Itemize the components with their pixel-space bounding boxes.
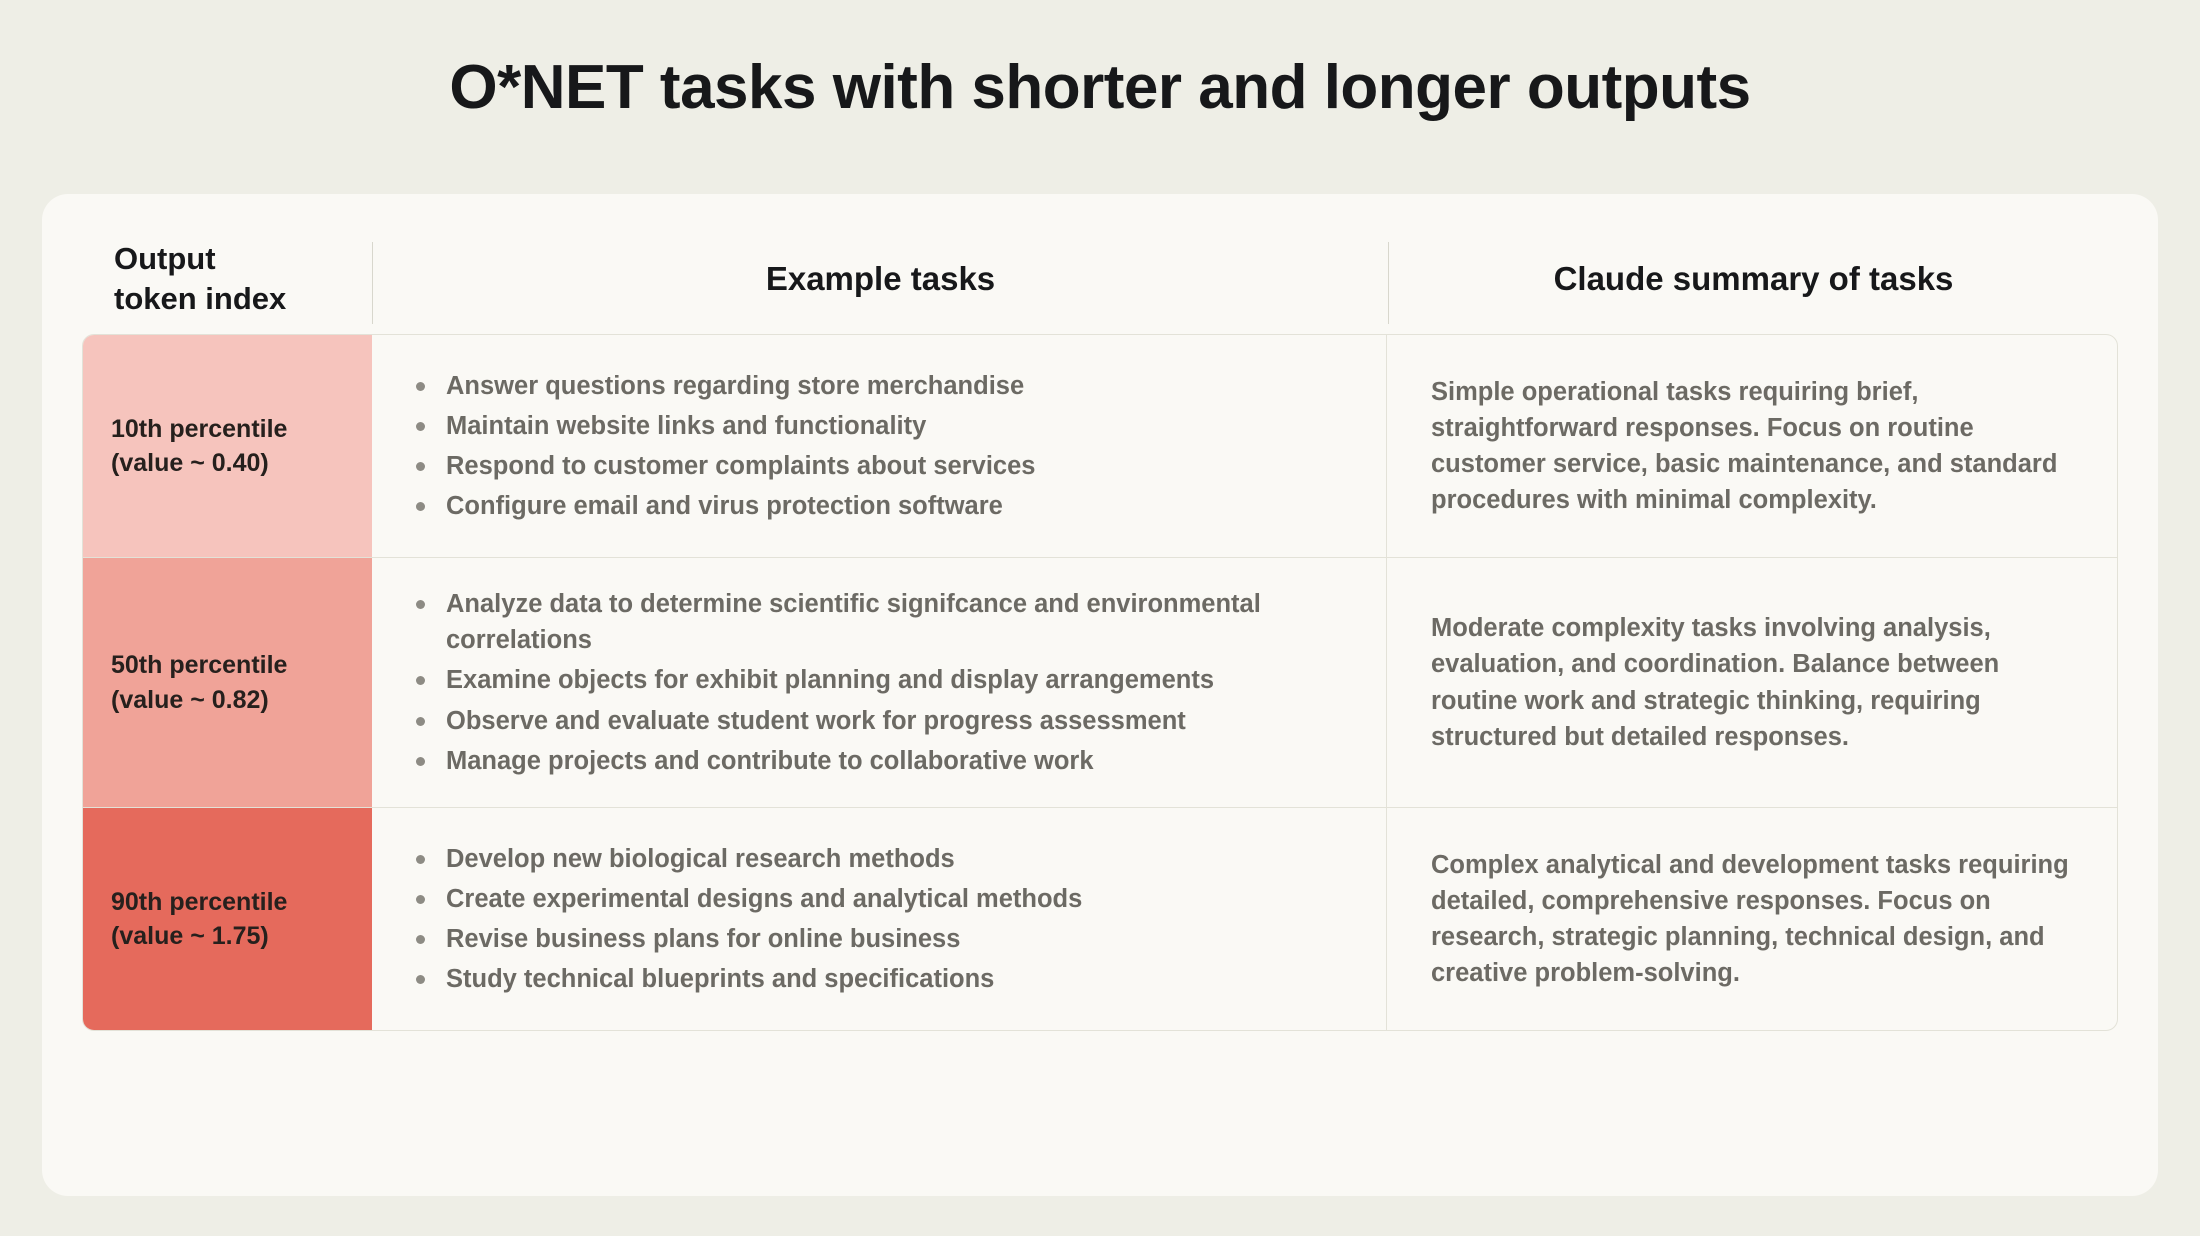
cell-percentile bbox=[83, 558, 372, 807]
column-header-output-token-index bbox=[82, 239, 372, 318]
list-item: Examine objects for exhibit planning and display arrangements bbox=[410, 662, 1352, 698]
list-item: Answer questions regarding store merchandise bbox=[410, 368, 1352, 404]
cell-percentile bbox=[83, 808, 372, 1030]
list-item: Manage projects and contribute to collaborative work bbox=[410, 743, 1352, 779]
percentile-label: 50th percentile bbox=[111, 651, 288, 679]
table-row bbox=[83, 558, 2117, 808]
percentile-value: (value ~ 0.82) bbox=[111, 685, 269, 714]
percentile-label: 10th percentile bbox=[111, 414, 288, 443]
percentile-value: (value ~ 1.75) bbox=[111, 922, 269, 951]
task-list bbox=[410, 841, 1352, 998]
percentile-value: (value ~ 0.40) bbox=[111, 449, 269, 477]
list-item: Develop new biological research methods bbox=[410, 841, 1352, 877]
list-item: Respond to customer complaints about services bbox=[410, 448, 1352, 484]
table-body bbox=[82, 334, 2118, 1031]
page-title: O*NET tasks with shorter and longer outputs bbox=[449, 53, 1751, 122]
tasks-table bbox=[82, 194, 2118, 1031]
list-item: Configure email and virus protection software bbox=[410, 488, 1352, 524]
list-item: Study technical blueprints and specifications bbox=[410, 961, 1352, 997]
list-item: Create experimental designs and analytical methods bbox=[410, 881, 1352, 917]
column-header-claude-summary: Claude summary of tasks bbox=[1553, 260, 1954, 297]
table-header-row bbox=[82, 194, 2118, 334]
task-list bbox=[410, 586, 1352, 779]
column-header-line-2: token index bbox=[114, 281, 287, 316]
table-card bbox=[42, 194, 2158, 1196]
list-item: Observe and evaluate student work for progress assessment bbox=[410, 703, 1352, 739]
column-header-example-tasks: Example tasks bbox=[765, 260, 996, 297]
cell-example-tasks bbox=[372, 335, 1387, 557]
list-item: Revise business plans for online business bbox=[410, 921, 1352, 957]
cell-claude-summary: Moderate complexity tasks involving analysis, evaluation, and coordination. Balance between routine work and strategic thinking, requiring structured but detailed responses. bbox=[1431, 614, 2000, 751]
table-row bbox=[83, 335, 2117, 558]
task-list bbox=[410, 368, 1352, 525]
cell-claude-summary: Simple operational tasks requiring brief, straightforward responses. Focus on routine customer service, basic maintenance, and standard procedures with minimal complexity. bbox=[1431, 377, 2058, 515]
column-header-line-1: Output bbox=[114, 241, 216, 277]
list-item: Analyze data to determine scientific signifcance and environmental correlations bbox=[410, 586, 1352, 658]
table-row bbox=[83, 808, 2117, 1030]
cell-example-tasks bbox=[372, 808, 1387, 1030]
percentile-label: 90th percentile bbox=[111, 887, 288, 916]
cell-example-tasks bbox=[372, 558, 1387, 807]
cell-claude-summary: Complex analytical and development tasks requiring detailed, comprehensive responses. Focus on research, strategic planning, technical design, and creative problem-solving. bbox=[1431, 850, 2069, 988]
list-item: Maintain website links and functionality bbox=[410, 408, 1352, 444]
cell-percentile bbox=[83, 335, 372, 557]
